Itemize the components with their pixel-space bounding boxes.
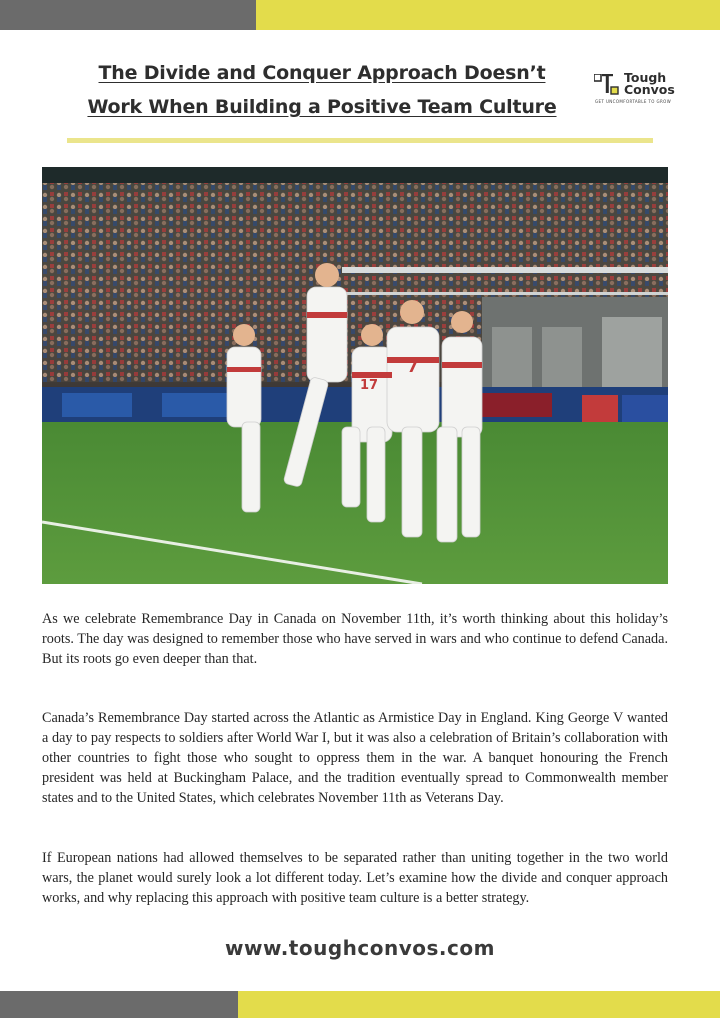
title-line-2: Work When Building a Positive Team Culture [87,96,557,118]
logo-mark-icon [594,74,620,96]
tough-convos-logo[interactable] [594,72,684,106]
page-title [60,56,584,124]
logo-line-1: Tough [624,70,667,85]
jersey-number-7: 7 [407,357,419,376]
soccer-team-celebration-photo [42,167,668,584]
jersey-number-17: 17 [360,378,379,393]
logo-wordmark [624,72,675,96]
top-bar-gray [0,0,256,30]
website-url-link[interactable]: www.toughconvos.com [225,936,495,960]
title-divider [67,138,653,143]
title-line-1: The Divide and Conquer Approach Doesn’t [98,62,546,84]
bottom-bar-yellow [238,991,720,1018]
body-paragraph-2: Canada’s Remembrance Day started across the Atlantic as Armistice Day in England. King George V wanted a day to pay respects to soldiers after World War I, but it was also a celebration of Britain’s collaboration with other countries to fight those who sought to oppress them in the war. A banquet honouring the French president was held at Buckingham Palace, and the tradition eventually spread to Commonwealth member states and to the United States, which celebrates November 11th as Veterans Day. [42,710,668,806]
body-paragraph-3: If European nations had allowed themselves to be separated rather than uniting together in the two world wars, the planet would surely look a lot different today. Let’s examine how the divide and conquer approach works, and why replacing this approach with positive team culture is a better strategy. [42,850,668,906]
logo-tagline: GET UNCOMFORTABLE TO GROW [595,99,672,104]
logo-line-2: Convos [624,82,675,97]
team-celebration-photo [42,167,668,584]
body-paragraph-1: As we celebrate Remembrance Day in Canada on November 11th, it’s worth thinking about this holiday’s roots. The day was designed to remember those who have served in wars and who continue to defend Canada. But its roots go even deeper than that. [42,611,668,667]
bottom-bar-gray [0,991,238,1018]
top-bar-yellow [256,0,720,30]
